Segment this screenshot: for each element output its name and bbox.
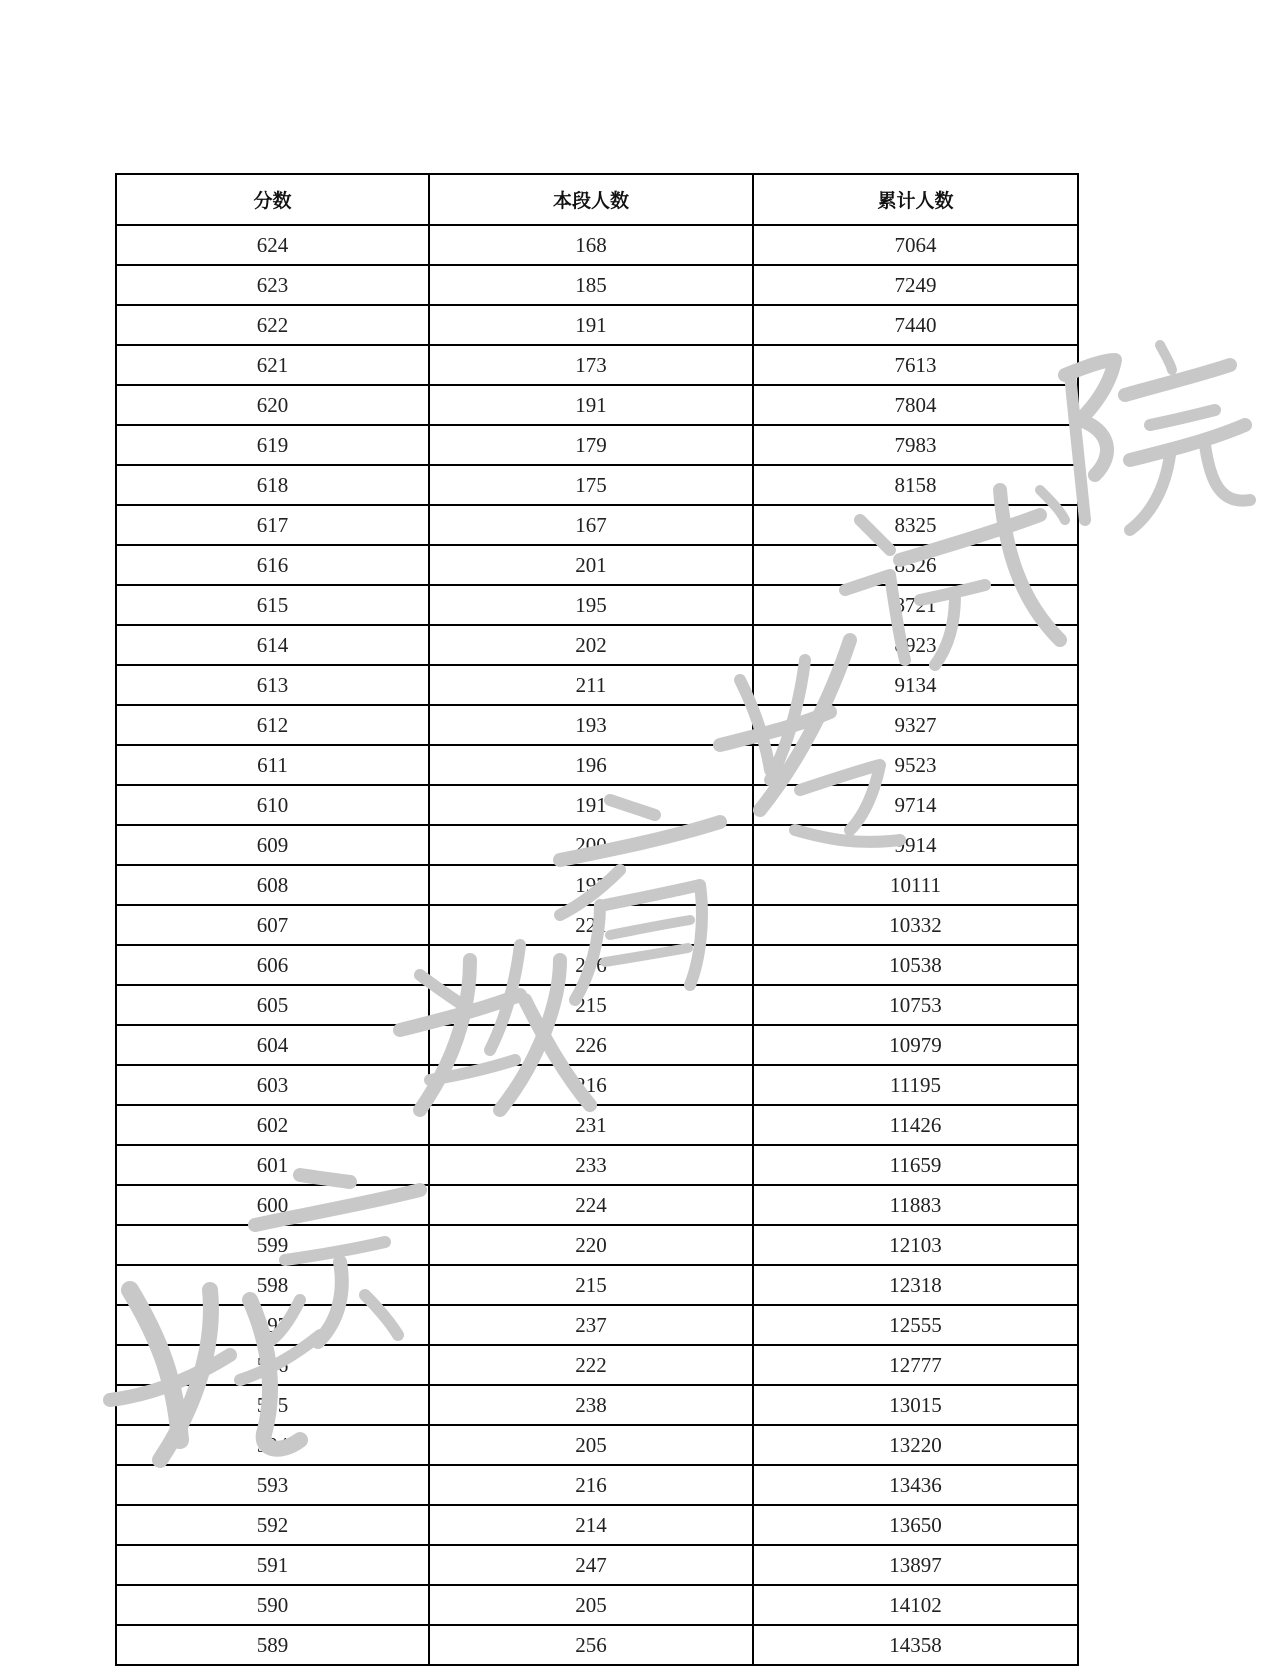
table-row	[116, 1225, 1078, 1265]
cell-cumulative-count: 8325	[753, 505, 1078, 545]
cell-cumulative-count: 10111	[753, 865, 1078, 905]
cell-segment-count: 226	[429, 1025, 753, 1065]
cell-segment-count: 233	[429, 1145, 753, 1185]
cell-score: 594	[116, 1425, 429, 1465]
cell-cumulative-count: 8158	[753, 465, 1078, 505]
cell-segment-count: 196	[429, 745, 753, 785]
cell-cumulative-count: 10538	[753, 945, 1078, 985]
cell-score: 613	[116, 665, 429, 705]
table-row	[116, 505, 1078, 545]
cell-score: 623	[116, 265, 429, 305]
cell-cumulative-count: 10332	[753, 905, 1078, 945]
table-row	[116, 1345, 1078, 1385]
cell-cumulative-count: 12555	[753, 1305, 1078, 1345]
cell-cumulative-count: 13015	[753, 1385, 1078, 1425]
table-row	[116, 385, 1078, 425]
table-row	[116, 1065, 1078, 1105]
cell-cumulative-count: 7440	[753, 305, 1078, 345]
table-row	[116, 1465, 1078, 1505]
header-segment-count: 本段人数	[429, 174, 753, 225]
cell-cumulative-count: 11195	[753, 1065, 1078, 1105]
table-row	[116, 1545, 1078, 1585]
score-table-container	[115, 173, 1077, 1657]
cell-cumulative-count: 9714	[753, 785, 1078, 825]
cell-score: 610	[116, 785, 429, 825]
cell-segment-count: 175	[429, 465, 753, 505]
header-score: 分数	[116, 174, 429, 225]
cell-segment-count: 205	[429, 1425, 753, 1465]
cell-cumulative-count: 7804	[753, 385, 1078, 425]
cell-segment-count: 167	[429, 505, 753, 545]
cell-segment-count: 247	[429, 1545, 753, 1585]
cell-cumulative-count: 8526	[753, 545, 1078, 585]
table-row	[116, 1385, 1078, 1425]
cell-score: 596	[116, 1345, 429, 1385]
cell-segment-count: 197	[429, 865, 753, 905]
table-row	[116, 425, 1078, 465]
table-row	[116, 945, 1078, 985]
cell-score: 612	[116, 705, 429, 745]
cell-segment-count: 205	[429, 1585, 753, 1625]
cell-score: 622	[116, 305, 429, 345]
cell-score: 619	[116, 425, 429, 465]
table-row	[116, 1265, 1078, 1305]
cell-cumulative-count: 9523	[753, 745, 1078, 785]
cell-score: 616	[116, 545, 429, 585]
table-row	[116, 705, 1078, 745]
cell-score: 611	[116, 745, 429, 785]
cell-segment-count: 220	[429, 1225, 753, 1265]
table-row	[116, 1105, 1078, 1145]
cell-segment-count: 191	[429, 385, 753, 425]
table-row	[116, 545, 1078, 585]
cell-cumulative-count: 7249	[753, 265, 1078, 305]
cell-cumulative-count: 13650	[753, 1505, 1078, 1545]
cell-score: 620	[116, 385, 429, 425]
table-header-row	[116, 174, 1078, 225]
cell-segment-count: 193	[429, 705, 753, 745]
cell-cumulative-count: 9914	[753, 825, 1078, 865]
cell-segment-count: 237	[429, 1305, 753, 1345]
cell-segment-count: 201	[429, 545, 753, 585]
cell-cumulative-count: 7613	[753, 345, 1078, 385]
cell-cumulative-count: 14358	[753, 1625, 1078, 1665]
table-row	[116, 1145, 1078, 1185]
cell-score: 607	[116, 905, 429, 945]
cell-cumulative-count: 7064	[753, 225, 1078, 265]
table-row	[116, 265, 1078, 305]
cell-score: 605	[116, 985, 429, 1025]
cell-segment-count: 168	[429, 225, 753, 265]
cell-score: 606	[116, 945, 429, 985]
cell-score: 624	[116, 225, 429, 265]
cell-score: 600	[116, 1185, 429, 1225]
table-row	[116, 1625, 1078, 1665]
cell-segment-count: 231	[429, 1105, 753, 1145]
cell-segment-count: 238	[429, 1385, 753, 1425]
cell-score: 589	[116, 1625, 429, 1665]
cell-cumulative-count: 8923	[753, 625, 1078, 665]
table-row	[116, 225, 1078, 265]
cell-cumulative-count: 11883	[753, 1185, 1078, 1225]
cell-segment-count: 214	[429, 1505, 753, 1545]
cell-cumulative-count: 11426	[753, 1105, 1078, 1145]
cell-cumulative-count: 9327	[753, 705, 1078, 745]
cell-segment-count: 206	[429, 945, 753, 985]
cell-segment-count: 195	[429, 585, 753, 625]
cell-segment-count: 216	[429, 1065, 753, 1105]
cell-score: 604	[116, 1025, 429, 1065]
cell-score: 597	[116, 1305, 429, 1345]
cell-cumulative-count: 8721	[753, 585, 1078, 625]
header-cumulative-count: 累计人数	[753, 174, 1078, 225]
cell-segment-count: 215	[429, 985, 753, 1025]
cell-segment-count: 191	[429, 785, 753, 825]
cell-cumulative-count: 10979	[753, 1025, 1078, 1065]
table-row	[116, 585, 1078, 625]
cell-score: 609	[116, 825, 429, 865]
cell-segment-count: 202	[429, 625, 753, 665]
table-body	[116, 225, 1078, 1665]
cell-cumulative-count: 13897	[753, 1545, 1078, 1585]
cell-segment-count: 211	[429, 665, 753, 705]
table-row	[116, 865, 1078, 905]
cell-score: 598	[116, 1265, 429, 1305]
cell-segment-count: 191	[429, 305, 753, 345]
cell-segment-count: 222	[429, 1345, 753, 1385]
table-row	[116, 745, 1078, 785]
cell-cumulative-count: 10753	[753, 985, 1078, 1025]
table-row	[116, 465, 1078, 505]
cell-cumulative-count: 13436	[753, 1465, 1078, 1505]
score-distribution-table	[115, 173, 1079, 1666]
table-row	[116, 1585, 1078, 1625]
cell-segment-count: 173	[429, 345, 753, 385]
cell-cumulative-count: 12103	[753, 1225, 1078, 1265]
cell-cumulative-count: 7983	[753, 425, 1078, 465]
cell-cumulative-count: 9134	[753, 665, 1078, 705]
table-row	[116, 305, 1078, 345]
cell-segment-count: 216	[429, 1465, 753, 1505]
table-row	[116, 905, 1078, 945]
cell-segment-count: 215	[429, 1265, 753, 1305]
cell-cumulative-count: 12777	[753, 1345, 1078, 1385]
cell-score: 621	[116, 345, 429, 385]
cell-score: 618	[116, 465, 429, 505]
cell-score: 617	[116, 505, 429, 545]
cell-score: 614	[116, 625, 429, 665]
table-row	[116, 825, 1078, 865]
table-row	[116, 985, 1078, 1025]
cell-score: 593	[116, 1465, 429, 1505]
cell-score: 608	[116, 865, 429, 905]
cell-score: 603	[116, 1065, 429, 1105]
table-row	[116, 785, 1078, 825]
cell-cumulative-count: 12318	[753, 1265, 1078, 1305]
cell-cumulative-count: 11659	[753, 1145, 1078, 1185]
cell-segment-count: 200	[429, 825, 753, 865]
cell-cumulative-count: 14102	[753, 1585, 1078, 1625]
cell-segment-count: 256	[429, 1625, 753, 1665]
cell-score: 599	[116, 1225, 429, 1265]
cell-score: 595	[116, 1385, 429, 1425]
table-row	[116, 665, 1078, 705]
cell-score: 591	[116, 1545, 429, 1585]
table-row	[116, 1425, 1078, 1465]
cell-score: 592	[116, 1505, 429, 1545]
table-row	[116, 625, 1078, 665]
cell-segment-count: 185	[429, 265, 753, 305]
cell-segment-count: 179	[429, 425, 753, 465]
table-row	[116, 1025, 1078, 1065]
table-row	[116, 1305, 1078, 1345]
cell-segment-count: 224	[429, 1185, 753, 1225]
table-row	[116, 1185, 1078, 1225]
cell-score: 590	[116, 1585, 429, 1625]
table-row	[116, 345, 1078, 385]
cell-score: 602	[116, 1105, 429, 1145]
cell-cumulative-count: 13220	[753, 1425, 1078, 1465]
cell-score: 615	[116, 585, 429, 625]
cell-score: 601	[116, 1145, 429, 1185]
cell-segment-count: 221	[429, 905, 753, 945]
table-row	[116, 1505, 1078, 1545]
